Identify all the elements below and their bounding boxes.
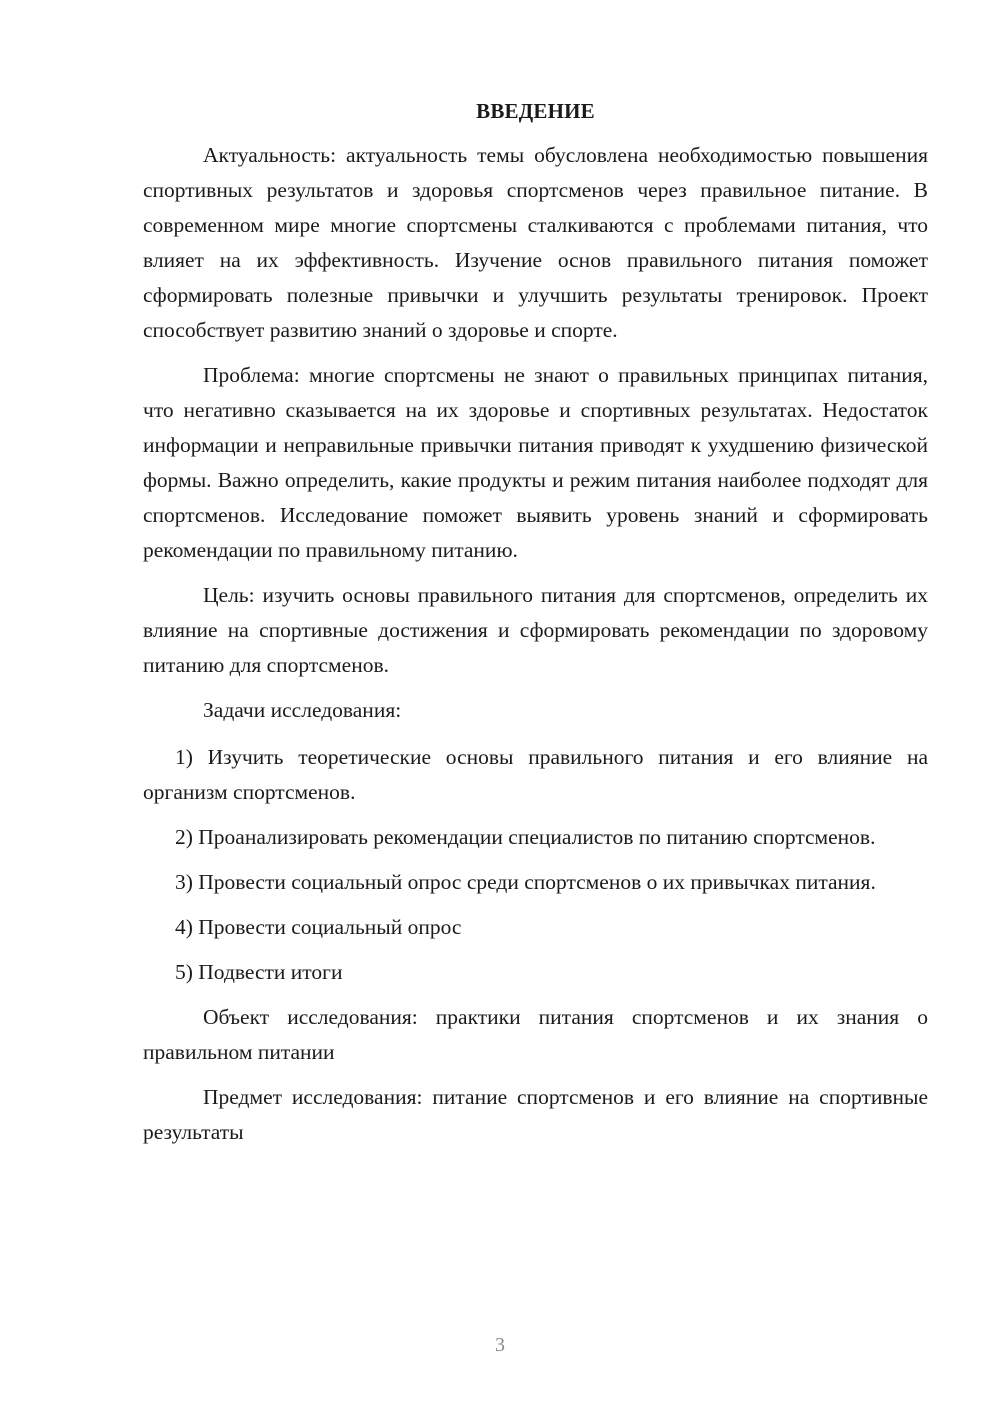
page-title: ВВЕДЕНИЕ	[476, 99, 595, 123]
goal-paragraph: Цель: изучить основы правильного питания для спортсменов, определить их влияние на спортивные достижения и сформировать рекомендации по здоровому питанию для спортсменов.	[143, 583, 928, 677]
task-item: 3) Провести социальный опрос среди спортсменов о их привычках питания.	[175, 870, 876, 894]
research-subject-paragraph: Предмет исследования: питание спортсменов и его влияние на спортивные результаты	[143, 1085, 928, 1144]
research-object-paragraph: Объект исследования: практики питания спортсменов и их знания о правильном питании	[143, 1005, 928, 1064]
task-item: 1) Изучить теоретические основы правильного питания и его влияние на организм спортсменов.	[143, 745, 928, 804]
relevance-paragraph: Актуальность: актуальность темы обусловлена необходимостью повышения спортивных результатов и здоровья спортсменов через правильное питание. В современном мире многие спортсмены сталкиваются с проблемами питания, что влияет на их эффективность. Изучение основ правильного питания поможет сформировать полезные привычки и улучшить результаты тренировок. Проект способствует развитию знаний о здоровье и спорте.	[143, 143, 928, 342]
document-page	[143, 96, 928, 1150]
task-item: 5) Подвести итоги	[175, 960, 343, 984]
tasks-title: Задачи исследования:	[203, 698, 402, 722]
problem-paragraph: Проблема: многие спортсмены не знают о правильных принципах питания, что негативно сказывается на их здоровье и спортивных результатах. Недостаток информации и неправильные привычки питания приводят к ухудшению физической формы. Важно определить, какие продукты и режим питания наиболее подходят для спортсменов. Исследование поможет выявить уровень знаний и сформировать рекомендации по правильному питанию.	[143, 363, 928, 562]
page-number: 3	[495, 1334, 505, 1356]
tasks-list	[143, 740, 928, 990]
task-item: 4) Провести социальный опрос	[175, 915, 462, 939]
task-item: 2) Проанализировать рекомендации специалистов по питанию спортсменов.	[175, 825, 876, 849]
